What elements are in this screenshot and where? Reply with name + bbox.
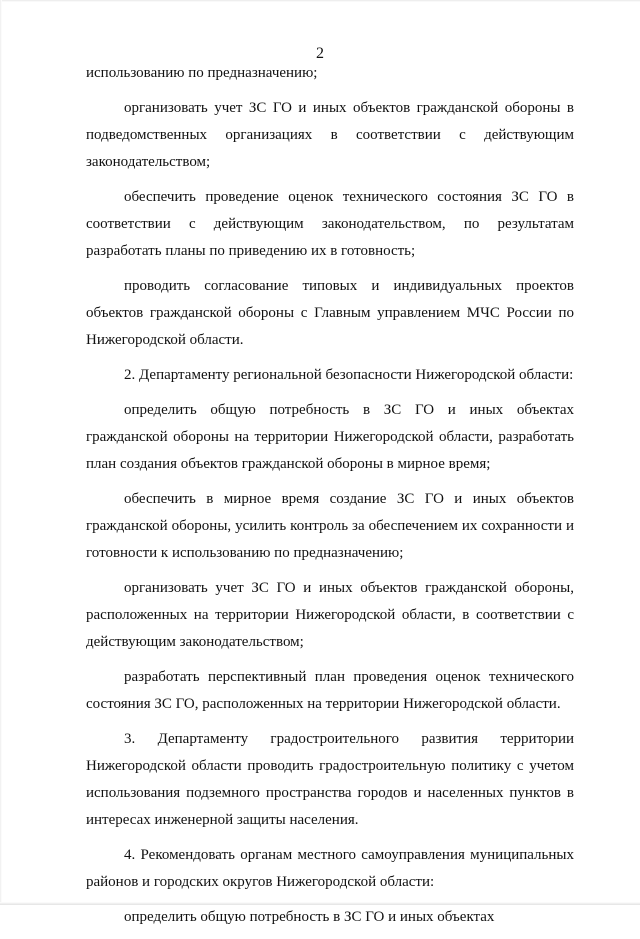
page-number: 2 — [316, 45, 324, 62]
paragraph: определить общую потребность в ЗС ГО и иных объектах — [124, 909, 495, 925]
paragraph: обеспечить проведение оценок технического состояния ЗС ГО в соответствии с действующим законодательством, по результатам разработать планы по приведению их в готовность; — [86, 189, 574, 259]
paragraph: проводить согласование типовых и индивидуальных проектов объектов гражданской обороны с Главным управлением МЧС России по Нижегородской области. — [86, 278, 574, 348]
paragraph: организовать учет ЗС ГО и иных объектов гражданской обороны, расположенных на территории Нижегородской области, в соответствии с действующим законодательством; — [86, 580, 574, 650]
paragraph-continuation: использованию по предназначению; — [86, 65, 318, 81]
document-body — [86, 60, 574, 939]
paragraph: обеспечить в мирное время создание ЗС ГО и иных объектов гражданской обороны, усилить контроль за обеспечением их сохранности и готовности к использованию по предназначению; — [86, 491, 574, 561]
scan-edge-top — [0, 0, 640, 2]
numbered-paragraph-2: 2. Департаменту региональной безопасности Нижегородской области: — [124, 367, 574, 383]
paragraph: определить общую потребность в ЗС ГО и иных объектах гражданской обороны на территории Нижегородской области, разработать план создания объектов гражданской обороны в мирное время; — [86, 402, 574, 472]
numbered-paragraph-4: 4. Рекомендовать органам местного самоуправления муниципальных районов и городских округов Нижегородской области: — [86, 847, 574, 890]
numbered-paragraph-3: 3. Департаменту градостроительного развития территории Нижегородской области проводить градостроительную политику с учетом использования подземного пространства городов и населенных пунктов в интересах инженерной защиты населения. — [86, 731, 574, 828]
paragraph: организовать учет ЗС ГО и иных объектов гражданской обороны в подведомственных организациях в соответствии с действующим законодательством; — [86, 100, 574, 170]
scan-edge-left — [0, 0, 2, 905]
paragraph: разработать перспективный план проведения оценок технического состояния ЗС ГО, расположенных на территории Нижегородской области. — [86, 669, 574, 712]
